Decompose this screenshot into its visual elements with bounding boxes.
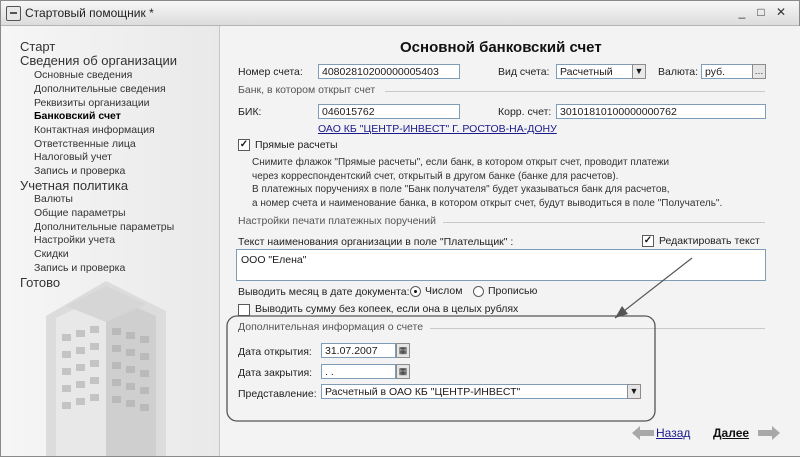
account-type-label: Вид счета:: [498, 66, 550, 78]
corr-account-input[interactable]: 30101810100000000762: [556, 104, 766, 119]
building-illustration: [46, 256, 176, 456]
hint-line: а номер счета и наименование банка, в котором открыт счет, будут выводиться в поле "Получатель".: [252, 197, 723, 209]
step-organization[interactable]: Сведения об организации: [20, 53, 178, 68]
account-type-dropdown-button[interactable]: ▼: [632, 64, 646, 79]
edit-text-label: Редактировать текст: [659, 235, 760, 247]
step-requisites[interactable]: Реквизиты организации: [34, 97, 150, 109]
bank-section-title: Банк, в котором открыт счет: [238, 84, 376, 96]
step-contacts[interactable]: Контактная информация: [34, 124, 155, 136]
bik-input[interactable]: 046015762: [318, 104, 460, 119]
close-date-calendar-icon[interactable]: ▦: [396, 364, 410, 379]
step-done[interactable]: Готово: [20, 275, 61, 290]
step-start[interactable]: Старт: [20, 39, 56, 54]
main-panel: [220, 26, 800, 456]
app-icon: [6, 6, 21, 21]
hint-line: В платежных поручениях в поле "Банк получателя" будет указываться банк для расчетов,: [252, 184, 670, 195]
currency-select-button[interactable]: …: [752, 64, 766, 79]
maximize-button[interactable]: □: [757, 5, 765, 19]
close-button[interactable]: ✕: [775, 5, 787, 19]
print-section-title: Настройки печати платежных поручений: [238, 215, 436, 227]
step-bank-account[interactable]: Банковский счет: [34, 110, 121, 122]
open-date-calendar-icon[interactable]: ▦: [396, 343, 410, 358]
title-bar: [1, 1, 799, 26]
annotation-overlay: [220, 26, 800, 456]
open-date-label: Дата открытия:: [238, 346, 312, 358]
step-extra-params[interactable]: Дополнительные параметры: [34, 221, 175, 233]
back-button[interactable]: Назад: [656, 426, 691, 440]
account-number-input[interactable]: 40802810200000005403: [318, 64, 460, 79]
direct-payments-label: Прямые расчеты: [255, 139, 338, 151]
back-arrow-icon[interactable]: [632, 426, 654, 440]
corr-account-label: Корр. счет:: [498, 106, 552, 118]
step-basic-info[interactable]: Основные сведения: [34, 69, 133, 81]
month-format-label: Выводить месяц в дате документа:: [238, 286, 410, 298]
step-additional-info[interactable]: Дополнительные сведения: [34, 83, 166, 95]
hint-line: через корреспондентский счет, открытый в другом банке (банке для расчетов).: [252, 170, 619, 182]
extra-section-title: Дополнительная информация о счете: [238, 321, 424, 333]
step-accounting-policy[interactable]: Учетная политика: [20, 178, 129, 193]
step-tax[interactable]: Налоговый учет: [34, 151, 112, 163]
next-arrow-icon[interactable]: [758, 426, 780, 440]
close-date-input[interactable]: . .: [321, 364, 396, 379]
representation-dropdown-button[interactable]: ▼: [627, 384, 641, 399]
currency-label: Валюта:: [658, 66, 699, 78]
minimize-button[interactable]: _: [738, 5, 746, 19]
month-number-label: Числом: [425, 285, 463, 297]
payer-text-area[interactable]: ООО "Елена": [236, 249, 766, 281]
step-save-check-1[interactable]: Запись и проверка: [34, 165, 126, 177]
representation-select[interactable]: Расчетный в ОАО КБ "ЦЕНТР-ИНВЕСТ": [321, 384, 641, 399]
window-title: Стартовый помощник *: [25, 6, 154, 20]
payer-text-label: Текст наименования организации в поле "Плательщик" :: [238, 236, 514, 248]
wizard-steps-sidebar: [1, 26, 220, 456]
account-number-label: Номер счета:: [238, 66, 303, 78]
currency-input[interactable]: руб.: [701, 64, 753, 79]
step-discounts[interactable]: Скидки: [34, 248, 69, 260]
step-currencies[interactable]: Валюты: [34, 193, 73, 205]
close-date-label: Дата закрытия:: [238, 367, 313, 379]
step-save-check-2[interactable]: Запись и проверка: [34, 262, 126, 274]
step-general-params[interactable]: Общие параметры: [34, 207, 126, 219]
hint-line: Снимите флажок "Прямые расчеты", если банк, в котором открыт счет, проводит платежи: [252, 157, 670, 168]
next-button[interactable]: Далее: [713, 426, 750, 440]
bank-name-link[interactable]: ОАО КБ "ЦЕНТР-ИНВЕСТ" Г. РОСТОВ-НА-ДОНУ: [318, 123, 557, 135]
page-title: Основной банковский счет: [400, 39, 602, 56]
step-responsible[interactable]: Ответственные лица: [34, 138, 136, 150]
bik-label: БИК:: [238, 106, 262, 118]
open-date-input[interactable]: 31.07.2007: [321, 343, 396, 358]
edit-text-checkbox[interactable]: ✓: [643, 235, 653, 246]
month-words-label: Прописью: [488, 285, 538, 297]
sum-no-kopecks-label: Выводить сумму без копеек, если она в целых рублях: [255, 303, 519, 315]
step-accounting-settings[interactable]: Настройки учета: [34, 234, 116, 246]
account-type-select[interactable]: Расчетный: [556, 64, 646, 79]
representation-label: Представление:: [238, 388, 317, 400]
direct-payments-checkbox[interactable]: ✓: [239, 139, 249, 150]
